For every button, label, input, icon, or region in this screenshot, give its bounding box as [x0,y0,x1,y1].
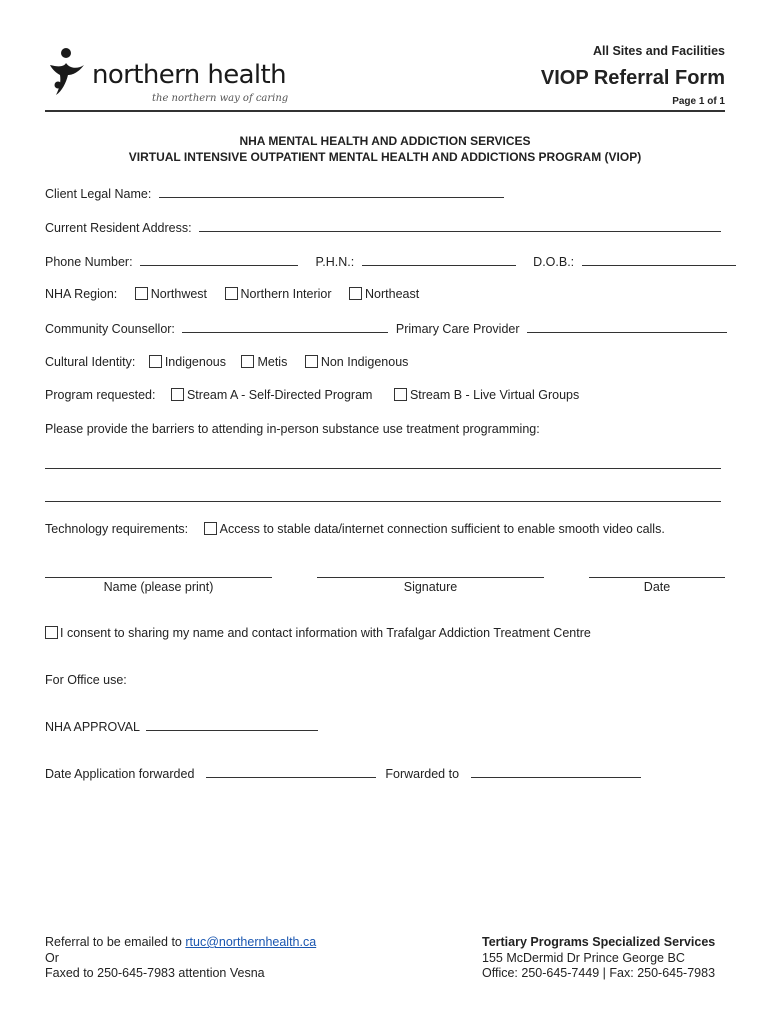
primary-care-field[interactable] [527,321,727,333]
date-label: Date [643,580,671,594]
consent-row [45,626,591,640]
header-rule [45,110,725,112]
page-number: Page 1 of 1 [672,96,725,107]
consent-checkbox[interactable] [45,626,58,639]
barriers-label: Please provide the barriers to attending in-person substance use treatment programming: [45,422,540,436]
logo-tagline: the northern way of caring [152,93,289,104]
signature-field[interactable] [317,577,544,578]
phone-field[interactable] [140,254,298,266]
phn-label: P.H.N.: [315,255,355,269]
cultural-label: Cultural Identity: [45,355,136,369]
email-prefix: Referral to be emailed to [45,935,186,949]
cultural-row [45,355,408,369]
date-forwarded-label: Date Application forwarded [45,767,195,781]
name-print-field[interactable] [45,577,272,578]
org-name: Tertiary Programs Specialized Services [482,935,716,949]
heading-line-2: VIRTUAL INTENSIVE OUTPATIENT MENTAL HEALTH AND ADDICTIONS PROGRAM (VIOP) [128,150,642,164]
cultural-metis-label: Metis [257,355,288,369]
approval-field[interactable] [146,719,318,731]
fax-line: Faxed to 250-645-7983 attention Vesna [45,966,265,980]
cultural-metis-checkbox[interactable] [241,355,254,368]
client-name-field[interactable] [159,186,504,198]
program-stream-a-label: Stream A - Self-Directed Program [186,388,373,402]
dob-label: D.O.B.: [533,255,575,269]
client-name-row [45,186,504,201]
date-forwarded-field[interactable] [206,766,376,778]
email-link[interactable]: rtuc@northernhealth.ca [185,935,317,949]
counsellor-field[interactable] [182,321,388,333]
region-northern-interior-label: Northern Interior [240,287,332,301]
region-northern-interior-checkbox[interactable] [225,287,238,300]
barriers-line-1[interactable] [45,468,721,469]
client-name-label: Client Legal Name: [45,187,152,201]
footer-left [45,935,316,982]
tech-row [45,522,665,536]
region-northwest-label: Northwest [150,287,208,301]
signature-label: Signature [403,580,458,594]
approval-label: NHA APPROVAL [45,720,140,734]
forwarded-to-label: Forwarded to [385,767,460,781]
phn-field[interactable] [362,254,516,266]
address-field[interactable] [199,220,721,232]
northern-health-logo-icon [44,45,88,100]
cultural-indigenous-checkbox[interactable] [149,355,162,368]
dob-field[interactable] [582,254,736,266]
org-address: 155 McDermid Dr Prince George BC [482,950,685,965]
logo-wordmark: northern health [92,60,287,90]
approval-row [45,719,318,734]
org-contact: Office: 250-645-7449 | Fax: 250-645-7983 [482,966,716,980]
primary-care-label: Primary Care Provider [395,322,520,336]
phone-label: Phone Number: [45,255,133,269]
forwarded-to-field[interactable] [471,766,641,778]
phone-row [45,254,736,269]
address-label: Current Resident Address: [45,221,192,235]
program-label: Program requested: [45,388,156,402]
region-row [45,287,419,301]
tech-label: Technology requirements: [45,522,189,536]
office-title: For Office use: [45,673,127,687]
name-print-label: Name (please print) [103,580,214,594]
cultural-non-indigenous-label: Non Indigenous [320,355,409,369]
consent-label: I consent to sharing my name and contact information with Trafalgar Addiction Treatment Centre [60,626,591,640]
program-stream-a-checkbox[interactable] [171,388,184,401]
region-northeast-checkbox[interactable] [349,287,362,300]
heading-line-1: NHA MENTAL HEALTH AND ADDICTION SERVICES [239,134,531,148]
barriers-line-2[interactable] [45,501,721,502]
program-stream-b-checkbox[interactable] [394,388,407,401]
tech-option-label: Access to stable data/internet connection sufficient to enable smooth video calls. [219,522,665,536]
address-row [45,220,721,235]
cultural-indigenous-label: Indigenous [164,355,226,369]
footer-right [482,935,715,982]
counsellor-row [45,321,727,336]
tech-checkbox[interactable] [204,522,217,535]
region-label: NHA Region: [45,287,118,301]
or-label: Or [45,950,59,965]
counsellor-label: Community Counsellor: [45,322,175,336]
date-field[interactable] [589,577,725,578]
form-title: VIOP Referral Form [540,67,725,89]
logo [44,45,88,103]
sites-label: All Sites and Facilities [593,44,725,58]
region-northwest-checkbox[interactable] [135,287,148,300]
program-stream-b-label: Stream B - Live Virtual Groups [409,388,580,402]
forwarded-row [45,766,641,781]
email-line [45,935,316,951]
program-row [45,388,579,402]
region-northeast-label: Northeast [365,287,420,301]
cultural-non-indigenous-checkbox[interactable] [305,355,318,368]
